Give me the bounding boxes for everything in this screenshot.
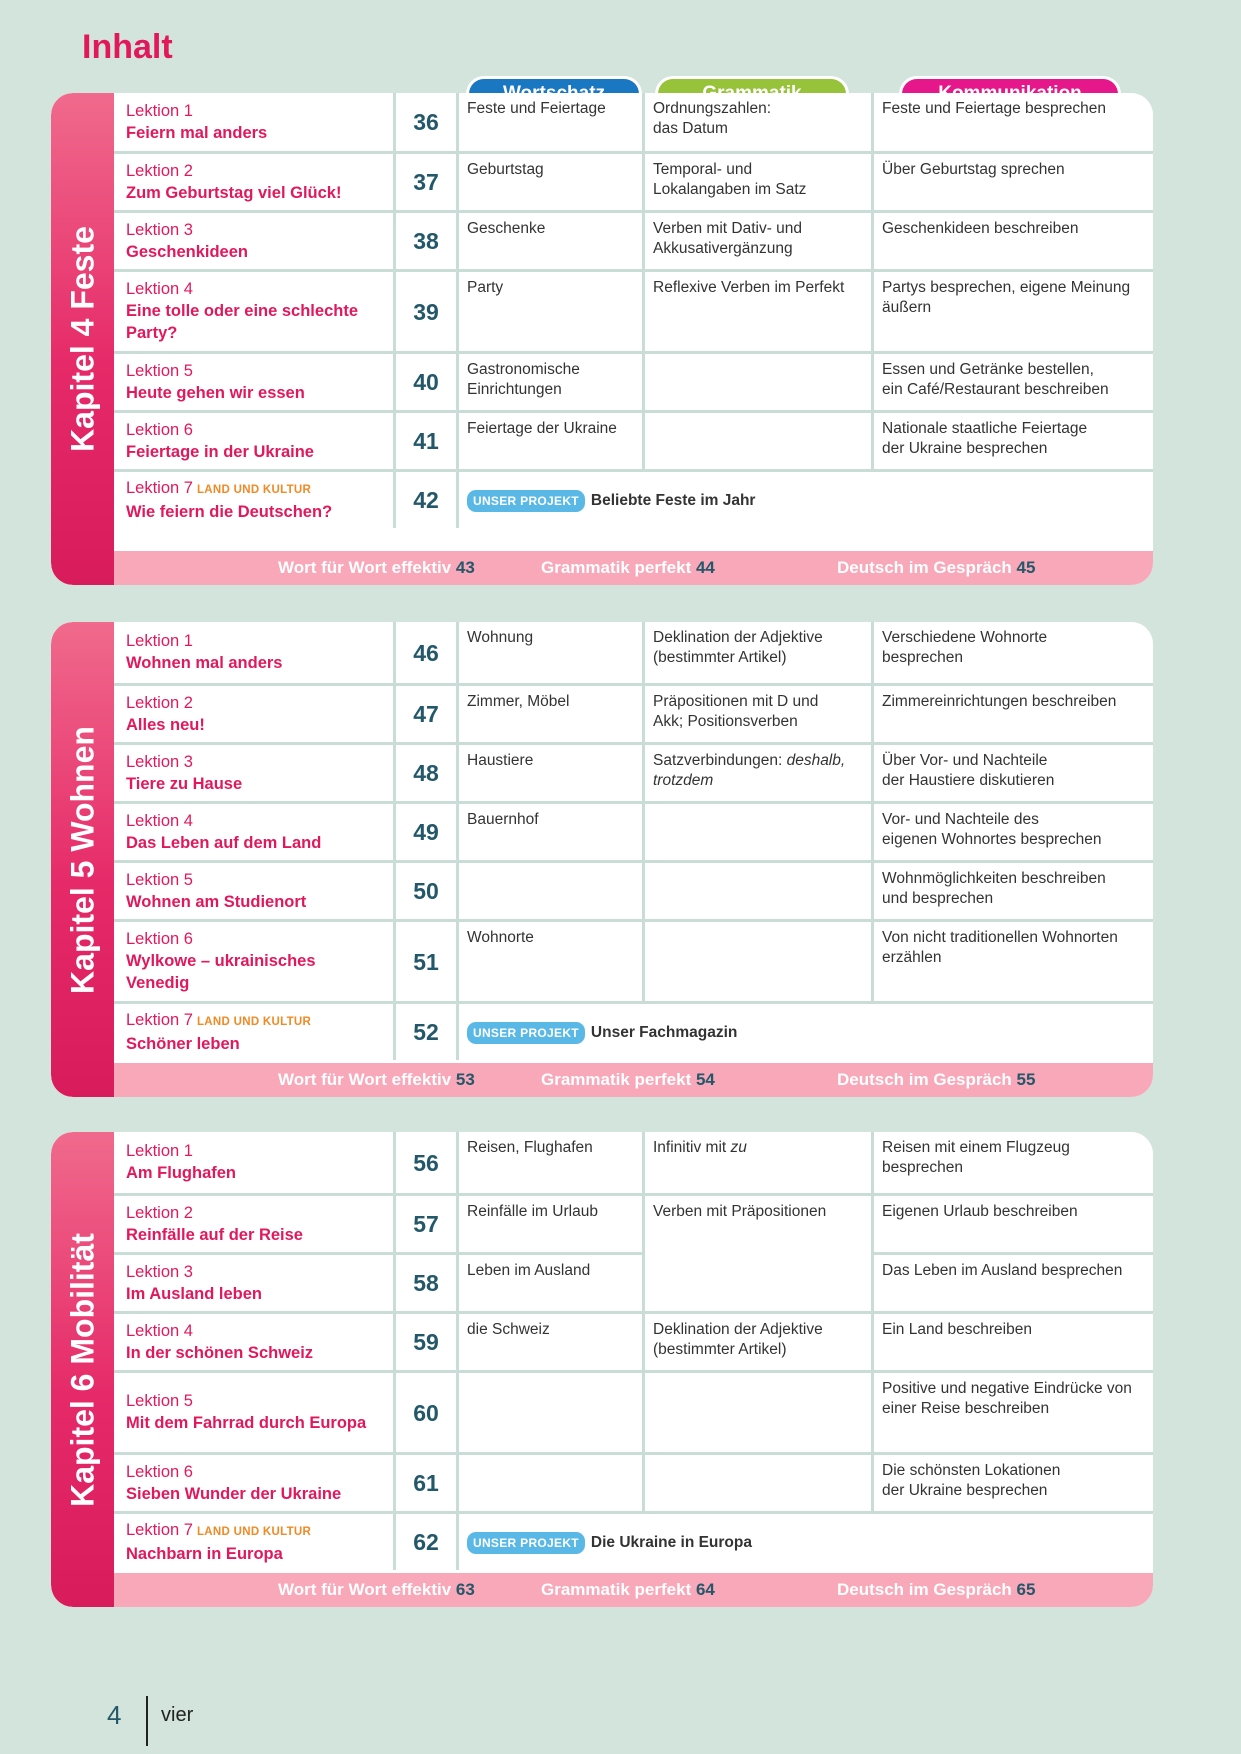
lesson-cell[interactable]: [114, 1196, 393, 1252]
grammatik-cell: [645, 922, 871, 1001]
lesson-title: Tiere zu Hause: [126, 774, 243, 793]
footer-page-ref: 45: [1016, 558, 1036, 577]
lesson-number: Lektion 2: [126, 693, 193, 712]
page-ref[interactable]: 38: [396, 213, 456, 269]
lesson-title: Mit dem Fahrrad durch Europa: [126, 1414, 367, 1432]
lesson-title: Geschenkideen: [126, 242, 248, 261]
lesson-number: Lektion 4: [126, 280, 193, 298]
lesson-title: Schöner leben: [126, 1034, 240, 1053]
wortschatz-cell: Leben im Ausland: [459, 1255, 642, 1311]
lesson-title: Zum Geburtstag viel Glück!: [126, 183, 342, 202]
lesson-number: Lektion 5: [126, 361, 193, 380]
page-ref[interactable]: 36: [396, 93, 456, 151]
page-ref[interactable]: 48: [396, 745, 456, 801]
footer-label: Grammatik perfekt: [541, 1580, 692, 1599]
footer-label: Deutsch im Gespräch: [837, 1580, 1012, 1599]
kommunikation-cell: Feste und Feiertage besprechen: [874, 93, 1153, 151]
lesson-cell[interactable]: [114, 922, 393, 1001]
lesson-number: Lektion 3: [126, 752, 193, 771]
footer-deutsch-im-gespraech[interactable]: [837, 1573, 1035, 1607]
lesson-cell[interactable]: [114, 686, 393, 742]
footer-deutsch-im-gespraech[interactable]: [837, 551, 1035, 585]
chapter-label: Kapitel 5 Wohnen: [64, 725, 100, 994]
lesson-cell[interactable]: [114, 804, 393, 860]
page-title: Inhalt: [82, 28, 173, 66]
lesson-cell[interactable]: [114, 93, 393, 151]
lesson-cell[interactable]: [114, 863, 393, 919]
grammatik-cell: [645, 354, 871, 410]
footer-grammatik-perfekt[interactable]: [541, 1063, 715, 1097]
lesson-number: Lektion 1: [126, 101, 193, 120]
lesson-cell[interactable]: [114, 1255, 393, 1311]
wortschatz-cell: Feiertage der Ukraine: [459, 413, 642, 469]
project-badge: UNSER PROJEKT: [467, 1022, 585, 1044]
lesson-number: [126, 478, 381, 501]
grammatik-cell: Präpositionen mit D und Akk; Positionsverben: [645, 686, 871, 742]
lesson-title: Wylkowe – ukrainisches Venedig: [126, 952, 316, 992]
lesson-title: Sieben Wunder der Ukraine: [126, 1484, 342, 1503]
page-ref[interactable]: 51: [396, 922, 456, 1001]
footer-label: Wort für Wort effektiv: [278, 558, 452, 577]
lesson-number: Lektion 3: [126, 220, 193, 239]
lesson-title: Am Flughafen: [126, 1164, 236, 1182]
footer-page-ref: 65: [1016, 1580, 1036, 1599]
lesson-cell[interactable]: [114, 622, 393, 683]
page-ref[interactable]: 39: [396, 272, 456, 351]
lesson-number-text: Lektion 7: [126, 478, 193, 497]
project-cell: [459, 1004, 1153, 1060]
lesson-cell[interactable]: [114, 1132, 393, 1193]
lesson-cell[interactable]: [114, 1514, 393, 1570]
lesson-title: Wie feiern die Deutschen?: [126, 502, 333, 521]
chapter-footer: [114, 1063, 1153, 1097]
kommunikation-cell: Vor- und Nachteile des eigenen Wohnortes besprechen: [874, 804, 1153, 860]
lesson-cell[interactable]: [114, 1455, 393, 1511]
kommunikation-cell: Partys besprechen, eigene Meinung äußern: [874, 272, 1153, 351]
chapter-footer: [114, 1573, 1153, 1607]
project-badge: UNSER PROJEKT: [467, 1532, 585, 1554]
lesson-number-text: Lektion 7: [126, 1010, 193, 1029]
page-ref[interactable]: 42: [396, 472, 456, 528]
footer-wort-fuer-wort[interactable]: [278, 1573, 475, 1607]
grammatik-cell: [645, 745, 871, 801]
kommunikation-cell: Positive und negative Eindrücke von einer Reise beschreiben: [874, 1373, 1153, 1452]
lesson-cell[interactable]: [114, 1314, 393, 1370]
grammatik-italic-text: deshalb, trotzdem: [653, 752, 846, 789]
grammatik-cell: [645, 1373, 871, 1452]
grammatik-cell: Temporal- und Lokalangaben im Satz: [645, 154, 871, 210]
wortschatz-cell: Party: [459, 272, 642, 351]
page-ref[interactable]: 61: [396, 1455, 456, 1511]
lesson-cell[interactable]: [114, 154, 393, 210]
chapter-band: [51, 622, 114, 1097]
page-ref[interactable]: 62: [396, 1514, 456, 1570]
lesson-grid: [114, 1132, 1153, 1570]
wortschatz-cell: Zimmer, Möbel: [459, 686, 642, 742]
lesson-cell[interactable]: [114, 745, 393, 801]
lesson-number: Lektion 3: [126, 1262, 193, 1281]
chapter-band: [51, 93, 114, 585]
lesson-cell[interactable]: [114, 413, 393, 469]
lesson-number: Lektion 4: [126, 811, 193, 830]
kommunikation-cell: Ein Land beschreiben: [874, 1314, 1153, 1370]
footer-page-ref: 44: [695, 558, 715, 577]
kommunikation-cell: Zimmereinrichtungen beschreiben: [874, 686, 1153, 742]
footer-page-ref: 63: [455, 1580, 475, 1599]
kommunikation-cell: Essen und Getränke bestellen, ein Café/Restaurant beschreiben: [874, 354, 1153, 410]
project-title: Unser Fachmagazin: [590, 1024, 738, 1041]
lesson-title: Das Leben auf dem Land: [126, 833, 322, 852]
lesson-title: Alles neu!: [126, 715, 205, 734]
lesson-number-text: Lektion 7: [126, 1520, 193, 1539]
chapter-footer: [114, 551, 1153, 585]
lesson-title: Wohnen am Studienort: [126, 892, 307, 911]
page-ref[interactable]: 56: [396, 1132, 456, 1193]
footer-label: Wort für Wort effektiv: [278, 1070, 452, 1089]
footer-page-ref: 43: [455, 558, 475, 577]
project-badge: UNSER PROJEKT: [467, 490, 585, 512]
page-divider: [146, 1696, 148, 1746]
page-ref[interactable]: 59: [396, 1314, 456, 1370]
page-ref[interactable]: 52: [396, 1004, 456, 1060]
project-title: Beliebte Feste im Jahr: [590, 492, 756, 509]
lesson-number: Lektion 6: [126, 930, 193, 948]
kommunikation-cell: Eigenen Urlaub beschreiben: [874, 1196, 1153, 1252]
lesson-title: Reinfälle auf der Reise: [126, 1225, 303, 1244]
footer-label: Wort für Wort effektiv: [278, 1580, 452, 1599]
lesson-title: Nachbarn in Europa: [126, 1544, 283, 1563]
lesson-title: Eine tolle oder eine schlechte Party?: [126, 302, 358, 342]
grammatik-cell: [645, 1455, 871, 1511]
wortschatz-cell: [459, 1373, 642, 1452]
footer-page-ref: 53: [455, 1070, 475, 1089]
page-ref[interactable]: 57: [396, 1196, 456, 1252]
chapter-label: Kapitel 6 Mobilität: [64, 1232, 100, 1507]
project-title: Die Ukraine in Europa: [590, 1534, 752, 1551]
kommunikation-cell: Wohnmöglichkeiten beschreiben und besprechen: [874, 863, 1153, 919]
wortschatz-cell: Geschenke: [459, 213, 642, 269]
kommunikation-cell: Verschiedene Wohnorte besprechen: [874, 622, 1153, 683]
land-und-kultur-tag: LAND UND KULTUR: [196, 1015, 312, 1028]
wortschatz-cell: Bauernhof: [459, 804, 642, 860]
chapter-5: [51, 622, 1153, 1097]
kommunikation-cell: Das Leben im Ausland besprechen: [874, 1255, 1153, 1311]
land-und-kultur-tag: LAND UND KULTUR: [196, 1525, 312, 1538]
grammatik-cell: [645, 804, 871, 860]
grammatik-cell: Verben mit Dativ- und Akkusativergänzung: [645, 213, 871, 269]
lesson-number: Lektion 2: [126, 1203, 193, 1222]
page-number-word: vier: [161, 1704, 194, 1726]
grammatik-cell: Reflexive Verben im Perfekt: [645, 272, 871, 351]
wortschatz-cell: [459, 1455, 642, 1511]
chapter-label: Kapitel 4 Feste: [64, 226, 100, 452]
page-number: 4: [107, 1700, 122, 1730]
lesson-title: Wohnen mal anders: [126, 654, 283, 672]
lesson-grid: [114, 93, 1153, 528]
footer-grammatik-perfekt[interactable]: [541, 551, 715, 585]
grammatik-cell: [645, 1132, 871, 1193]
lesson-title: Im Ausland leben: [126, 1284, 262, 1303]
chapter-6: [51, 1132, 1153, 1607]
lesson-number: Lektion 6: [126, 1462, 193, 1481]
land-und-kultur-tag: LAND UND KULTUR: [196, 483, 312, 496]
grammatik-cell: Verben mit Präpositionen: [645, 1196, 871, 1311]
footer-page-ref: 64: [695, 1580, 715, 1599]
footer-wort-fuer-wort[interactable]: [278, 1063, 475, 1097]
lesson-number: Lektion 6: [126, 420, 193, 439]
footer-page-ref: 54: [695, 1070, 715, 1089]
grammatik-cell: Ordnungszahlen: das Datum: [645, 93, 871, 151]
page-ref[interactable]: 47: [396, 686, 456, 742]
wortschatz-cell: Reinfälle im Urlaub: [459, 1196, 642, 1252]
lesson-title: Feiertage in der Ukraine: [126, 442, 314, 461]
lesson-title: Heute gehen wir essen: [126, 383, 305, 402]
page-ref[interactable]: 46: [396, 622, 456, 683]
kommunikation-cell: Über Geburtstag sprechen: [874, 154, 1153, 210]
kommunikation-cell: Über Vor- und Nachteile der Haustiere diskutieren: [874, 745, 1153, 801]
lesson-number: [126, 1520, 381, 1543]
grammatik-cell: [645, 413, 871, 469]
page-ref[interactable]: 60: [396, 1373, 456, 1452]
kommunikation-cell: Reisen mit einem Flugzeug besprechen: [874, 1132, 1153, 1193]
footer-label: Grammatik perfekt: [541, 1070, 692, 1089]
lesson-number: Lektion 1: [126, 632, 193, 650]
lesson-cell[interactable]: [114, 1004, 393, 1060]
chapter-4: [51, 93, 1153, 585]
chapter-band: [51, 1132, 114, 1607]
lesson-number: [126, 1010, 381, 1033]
page-ref[interactable]: 50: [396, 863, 456, 919]
grammatik-text: Infinitiv mit: [653, 1139, 731, 1156]
page-ref[interactable]: 40: [396, 354, 456, 410]
footer-deutsch-im-gespraech[interactable]: [837, 1063, 1035, 1097]
lesson-number: Lektion 4: [126, 1321, 193, 1340]
footer-grammatik-perfekt[interactable]: [541, 1573, 715, 1607]
lesson-title: Feiern mal anders: [126, 123, 268, 142]
grammatik-cell: Deklination der Adjektive (bestimmter Artikel): [645, 622, 871, 683]
footer-label: Deutsch im Gespräch: [837, 558, 1012, 577]
page-ref[interactable]: 37: [396, 154, 456, 210]
lesson-cell[interactable]: [114, 213, 393, 269]
footer-wort-fuer-wort[interactable]: [278, 551, 475, 585]
footer-page-ref: 55: [1016, 1070, 1036, 1089]
wortschatz-cell: die Schweiz: [459, 1314, 642, 1370]
lesson-cell[interactable]: [114, 354, 393, 410]
grammatik-cell: Deklination der Adjektive (bestimmter Artikel): [645, 1314, 871, 1370]
wortschatz-cell: Wohnorte: [459, 922, 642, 1001]
wortschatz-cell: Reisen, Flughafen: [459, 1132, 642, 1193]
kommunikation-cell: Geschenkideen beschreiben: [874, 213, 1153, 269]
lesson-number: Lektion 5: [126, 1392, 193, 1410]
wortschatz-cell: Haustiere: [459, 745, 642, 801]
lesson-number: Lektion 2: [126, 161, 193, 180]
kommunikation-cell: Nationale staatliche Feiertage der Ukraine besprechen: [874, 413, 1153, 469]
wortschatz-cell: [459, 863, 642, 919]
kommunikation-cell: Die schönsten Lokationen der Ukraine besprechen: [874, 1455, 1153, 1511]
page-ref[interactable]: 58: [396, 1255, 456, 1311]
grammatik-italic-text: zu: [730, 1139, 747, 1156]
lesson-grid: [114, 622, 1153, 1060]
page-ref[interactable]: 49: [396, 804, 456, 860]
lesson-number: Lektion 1: [126, 1142, 193, 1160]
wortschatz-cell: Gastronomische Einrichtungen: [459, 354, 642, 410]
project-cell: [459, 1514, 1153, 1570]
page-ref[interactable]: 41: [396, 413, 456, 469]
wortschatz-cell: Geburtstag: [459, 154, 642, 210]
lesson-title: In der schönen Schweiz: [126, 1343, 314, 1362]
footer-label: Grammatik perfekt: [541, 558, 692, 577]
grammatik-text: Satzverbindungen:: [653, 752, 787, 769]
lesson-cell[interactable]: [114, 1373, 393, 1452]
grammatik-cell: [645, 863, 871, 919]
footer-label: Deutsch im Gespräch: [837, 1070, 1012, 1089]
wortschatz-cell: Wohnung: [459, 622, 642, 683]
project-cell: [459, 472, 1153, 528]
wortschatz-cell: Feste und Feiertage: [459, 93, 642, 151]
kommunikation-cell: Von nicht traditionellen Wohnorten erzählen: [874, 922, 1153, 1001]
lesson-cell[interactable]: [114, 272, 393, 351]
lesson-number: Lektion 5: [126, 870, 193, 889]
lesson-cell[interactable]: [114, 472, 393, 528]
